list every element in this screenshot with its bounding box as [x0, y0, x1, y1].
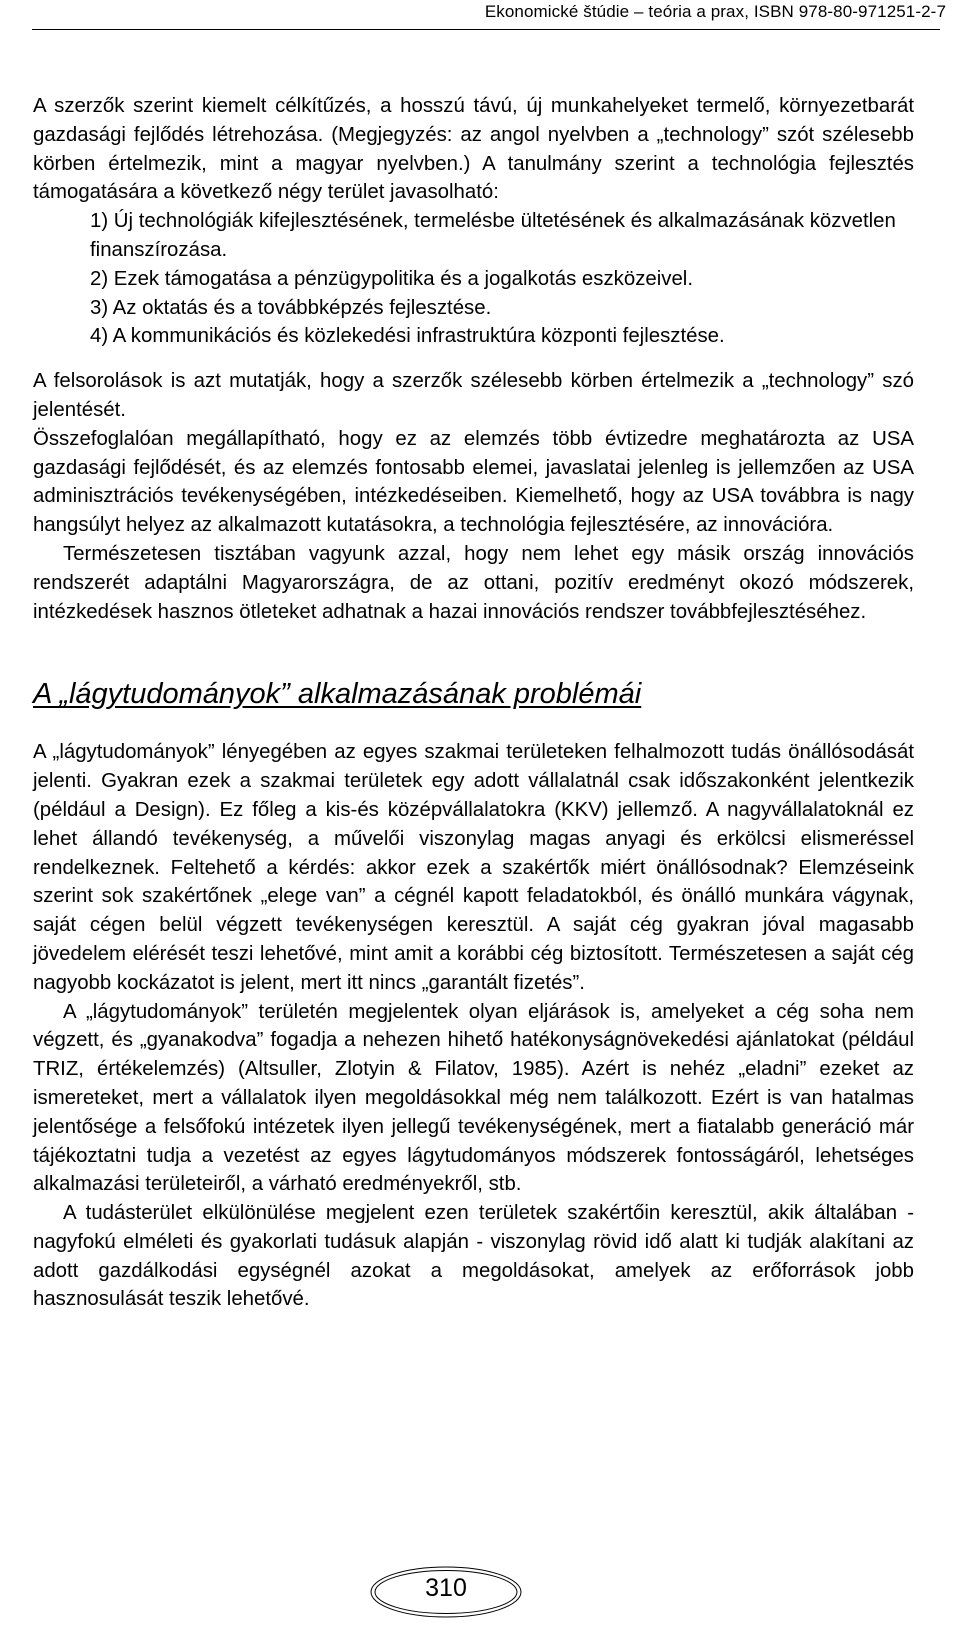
- page-number-badge: [361, 1562, 531, 1622]
- paragraph-knowledge-area: A tudásterület elkülönülése megjelent ezen területek szakértőin keresztül, akik általában - nagyfokú elméleti és gyakorlati tudásuk alapján - viszonylag rövid idő alatt ki tudják alakítani az adott gazdálkodási egységnél azokat a megoldásokat, amelyek az erőforrások jobb hasznosulását teszik lehetővé.: [33, 1202, 914, 1311]
- section-heading: A „lágytudományok” alkalmazásának problémái: [33, 678, 642, 711]
- paragraph-summary: Összefoglalóan megállapítható, hogy ez az elemzés több évtizedre meghatározta az USA gazdasági fejlődését, és az elemzés fontosabb elemei, javaslatai jelenleg is jellemzően az USA adminisztrációs tevékenységében, intézkedéseiben. Kiemelhető, hogy az USA továbbra is nagy hangsúlyt helyez az alkalmazott kutatásokra, a technológia fejlesztésére, az innovációra.: [33, 427, 914, 537]
- page-body: [33, 92, 914, 1314]
- list-item: 3) Az oktatás és a továbbképzés fejlesztése.: [90, 296, 492, 319]
- list-item: 2) Ezek támogatása a pénzügypolitika és a jogalkotás eszközeivel.: [90, 267, 693, 290]
- paragraph-intro: A szerzők szerint kiemelt célkítűzés, a hosszú távú, új munkahelyeket termelő, környezetbarát gazdasági fejlődés létrehozása. (Megjegyzés: az angol nyelvben a „technology” szót szélesebb körben értelmezik, mint a magyar nyelvben.) A tanulmány szerint a technológia fejlesztés támogatására a következő négy terület javasolható:: [33, 95, 914, 204]
- header-rule: [32, 29, 940, 30]
- numbered-list: [90, 207, 914, 351]
- page-number: 310: [425, 1574, 467, 1602]
- paragraph-lists-note: A felsorolások is azt mutatják, hogy a szerzők szélesebb körben értelmezik a „technology” szó jelentését.: [33, 370, 914, 421]
- paragraph-soft-sciences: A „lágytudományok” lényegében az egyes szakmai területeken felhalmozott tudás önállósodását jelenti. Gyakran ezek a szakmai területek egy adott vállalatnál csak időszakonként jelentkezik (például a Design). Ez főleg a kis-és középvállalatokra (KKV) jellemző. A nagyvállalatoknál ez lehet állandó tevékenység, a művelői viszonylag magas anyagi és erkölcsi elismeréssel rendelkeznek. Feltehető a kérdés: akkor ezek a szakértők miért önállósodnak? Elemzéseink szerint sok szakértőnek „elege van” a cégnél kapott feladatokból, és önálló munkára vágynak, saját cégen belül végzett tevékenységen keresztül. A saját cég gyakran jóval magasabb jövedelem elérését teszi lehetővé, mint amit a korábbi cég biztosított. Természetesen a saját cég nagyobb kockázatot is jelent, mert itt nincs „garantált fizetés”.: [33, 741, 914, 994]
- running-header: Ekonomické štúdie – teória a prax, ISBN 978-80-971251-2-7: [484, 2, 946, 21]
- list-item: 1) Új technológiák kifejlesztésének, termelésbe ültetésének és alkalmazásának közvetlen finanszírozása.: [90, 210, 896, 261]
- list-item: 4) A kommunikációs és közlekedési infrastruktúra központi fejlesztése.: [90, 325, 725, 348]
- paragraph-procedures: A „lágytudományok” területén megjelentek olyan eljárások is, amelyeket a cég soha nem végzett, és „gyanakodva” fogadja a nehezen hihető hatékonyságnövekedési ajánlatokat (például TRIZ, értékelemzés) (Altsuller, Zlotyin & Filatov, 1985). Azért is nehéz „eladni” ezeket az ismereteket, mert a vállalatok ilyen megoldásokkal még nem találkozott. Ezért is van hatalmas jelentősége a felsőfokú intézetek ilyen jellegű tevékenységének, mert a fiatalabb generáció már tájékoztatni tudja a vezetést az egyes lágytudományos módszerek fontosságáról, lehetséges alkalmazási területeiről, a várható eredményekről, stb.: [33, 1000, 914, 1196]
- paragraph-adaptation: Természetesen tisztában vagyunk azzal, hogy nem lehet egy másik ország innovációs rendszerét adaptálni Magyarországra, de az ottani, pozitív eredményt okozó módszerek, intézkedések hasznos ötleteket adhatnak a hazai innovációs rendszer továbbfejlesztéséhez.: [33, 542, 914, 623]
